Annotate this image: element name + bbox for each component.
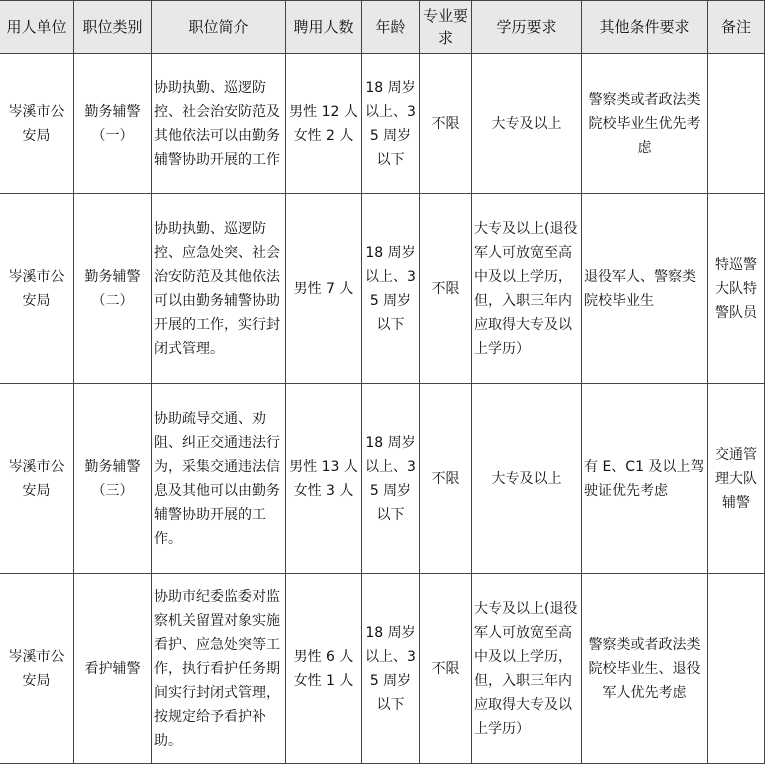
table-header [0,1,765,54]
cell-remark: 特巡警大队特警队员 [708,194,765,384]
table-row [0,54,765,194]
cell-age: 18 周岁以上、35 周岁以下 [362,384,420,574]
cell-remark [708,54,765,194]
cell-intro: 协助市纪委监委对监察机关留置对象实施看护、应急处突等工作，执行看护任务期间实行封闭式管理，按规定给予看护补助。 [152,574,286,764]
cell-education: 大专及以上(退役军人可放宽至高中及以上学历，但，入职三年内应取得大专及以上学历） [472,574,582,764]
cell-other: 警察类或者政法类院校毕业生、退役军人优先考虑 [582,574,708,764]
cell-intro: 协助执勤、巡逻防控、社会治安防范及其他依法可以由勤务辅警协助开展的工作 [152,54,286,194]
cell-other: 警察类或者政法类院校毕业生优先考虑 [582,54,708,194]
cell-major: 不限 [420,194,472,384]
cell-education: 大专及以上(退役军人可放宽至高中及以上学历，但，入职三年内应取得大专及以上学历） [472,194,582,384]
table-row [0,574,765,764]
cell-major: 不限 [420,384,472,574]
cell-other: 退役军人、警察类院校毕业生 [582,194,708,384]
cell-remark [708,574,765,764]
header-education: 学历要求 [472,1,582,54]
cell-category: 勤务辅警（三） [74,384,152,574]
cell-major: 不限 [420,574,472,764]
header-unit: 用人单位 [0,1,74,54]
header-intro: 职位简介 [152,1,286,54]
cell-remark: 交通管理大队辅警 [708,384,765,574]
header-remark: 备注 [708,1,765,54]
cell-education: 大专及以上 [472,54,582,194]
cell-category: 看护辅警 [74,574,152,764]
cell-other: 有 E、C1 及以上驾驶证优先考虑 [582,384,708,574]
header-category: 职位类别 [74,1,152,54]
cell-education: 大专及以上 [472,384,582,574]
cell-intro: 协助执勤、巡逻防控、应急处突、社会治安防范及其他依法可以由勤务辅警协助开展的工作，实行封闭式管理。 [152,194,286,384]
cell-intro: 协助疏导交通、劝阻、纠正交通违法行为，采集交通违法信息及其他可以由勤务辅警协助开展的工作。 [152,384,286,574]
cell-age: 18 周岁以上、35 周岁以下 [362,574,420,764]
cell-age: 18 周岁以上、35 周岁以下 [362,194,420,384]
cell-category: 勤务辅警（一） [74,54,152,194]
header-count: 聘用人数 [286,1,362,54]
cell-count: 男性 13 人 女性 3 人 [286,384,362,574]
cell-unit: 岑溪市公安局 [0,54,74,194]
header-other: 其他条件要求 [582,1,708,54]
cell-count: 男性 7 人 [286,194,362,384]
cell-unit: 岑溪市公安局 [0,574,74,764]
cell-unit: 岑溪市公安局 [0,384,74,574]
header-age: 年龄 [362,1,420,54]
cell-count: 男性 6 人 女性 1 人 [286,574,362,764]
table-row [0,194,765,384]
table-row [0,384,765,574]
cell-unit: 岑溪市公安局 [0,194,74,384]
header-major: 专业要求 [420,1,472,54]
cell-age: 18 周岁以上、35 周岁以下 [362,54,420,194]
cell-major: 不限 [420,54,472,194]
cell-count: 男性 12 人 女性 2 人 [286,54,362,194]
cell-category: 勤务辅警（二） [74,194,152,384]
